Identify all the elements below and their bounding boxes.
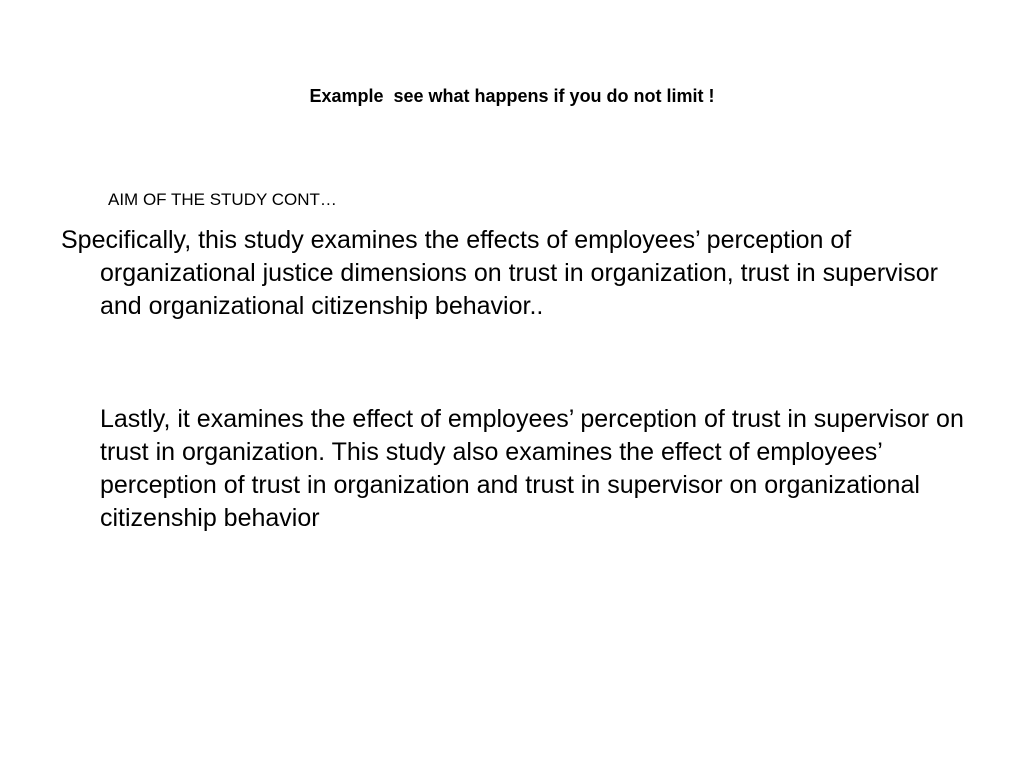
body-paragraph-2: Lastly, it examines the effect of employees’ perception of trust in supervisor on trust in organization. This study also examines the effect of employees’ perception of trust in organization and trust in supervisor on organizational citizenship behavior — [100, 405, 964, 532]
slide-title: Example see what happens if you do not limit ! — [309, 86, 715, 106]
section-heading: AIM OF THE STUDY CONT… — [108, 190, 337, 209]
body-paragraph-1: Specifically, this study examines the effects of employees’ perception of organizational justice dimensions on trust in organization, trust in supervisor and organizational citizenship behavior.. — [61, 226, 938, 320]
